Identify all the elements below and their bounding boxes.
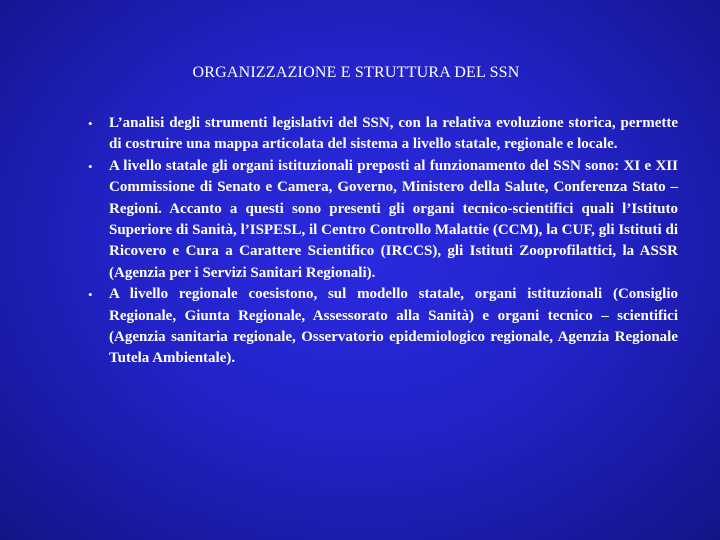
bullet-text: L’analisi degli strumenti legislativi del SSN, con la relativa evoluzione storica, permette di costruire una mappa articolata del sistema a livello statale, regionale e locale.: [109, 115, 678, 153]
slide-title: ORGANIZZAZIONE E STRUTTURA DEL SSN: [192, 64, 520, 81]
bullet-text: A livello regionale coesistono, sul modello statale, organi istituzionali (Consiglio Regionale, Giunta Regionale, Assessorato alla Sanità) e organi tecnico – scientifici (Agenzia sanitaria regionale, Osservatorio epidemiologico regionale, Agenzia Regionale Tutela Ambientale).: [109, 286, 678, 367]
bullet-list: [88, 113, 678, 370]
bullet-icon: •: [88, 158, 93, 174]
bullet-item-livello-regionale: [88, 284, 678, 370]
bullet-icon: •: [88, 287, 93, 303]
bullet-icon: •: [88, 116, 93, 131]
bullet-item-livello-statale: [88, 156, 678, 284]
bullet-text: A livello statale gli organi istituzionali preposti al funzionamento del SSN sono: XI e XII Commissione di Senato e Camera, Governo, Ministero della Salute, Conferenza Stato – Regioni. Accanto a questi sono presenti gli organi tecnico-scientifici quali l’Istituto Superiore di Sanità, l’ISPESL, il Centro Controllo Malattie (CCM), la CUF, gli Istituti di Ricovero e Cura a Carattere Scientifico (IRCCS), gli Istituti Zooprofilattici, la ASSR (Agenzia per i Servizi Sanitari Regionali).: [109, 157, 678, 281]
bullet-item-analisi: [88, 113, 678, 156]
